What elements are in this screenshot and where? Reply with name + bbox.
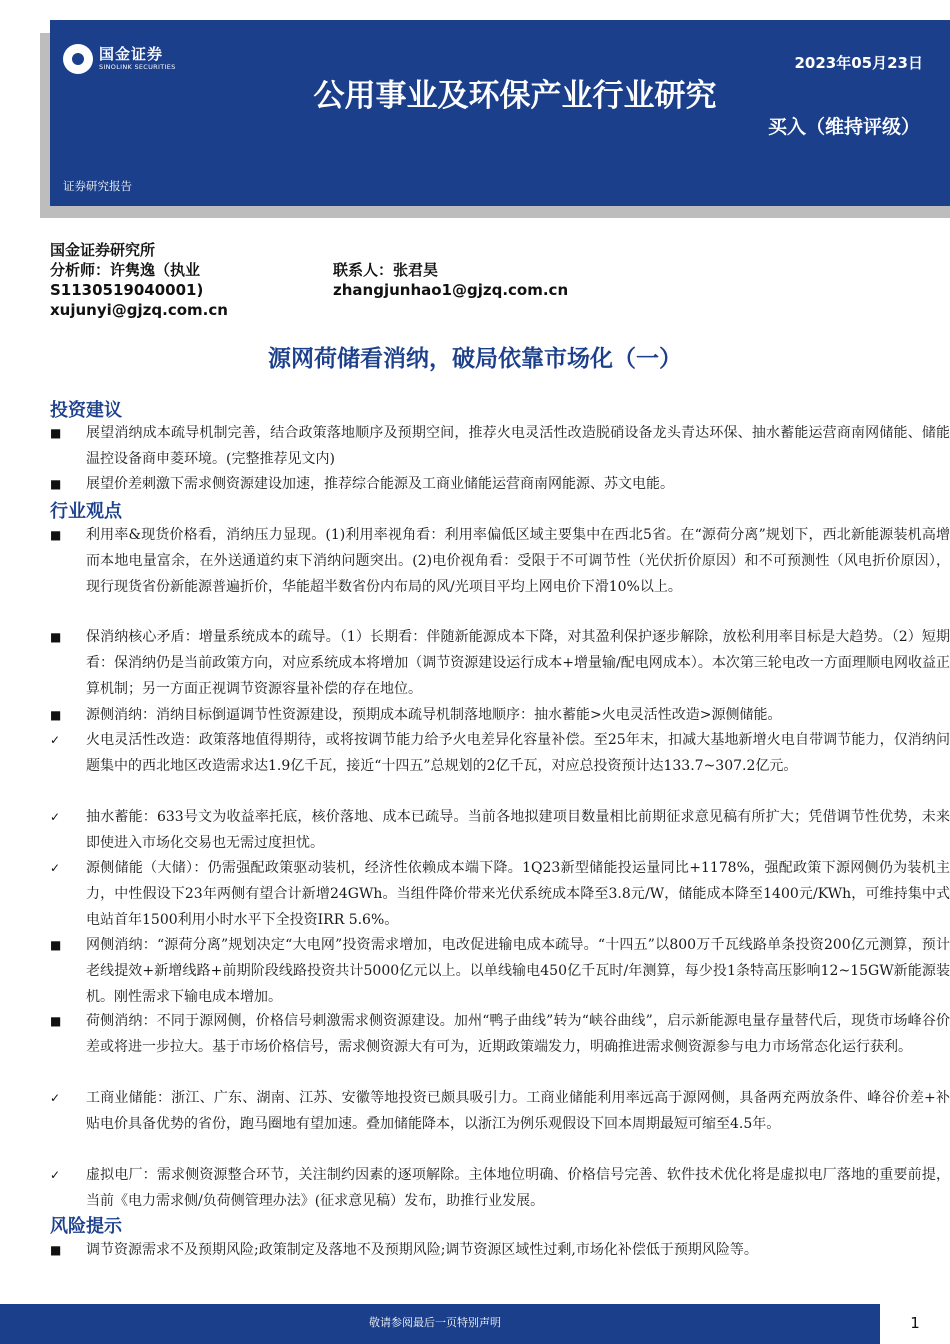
- list-item-text: 虚拟电厂：需求侧资源整合环节，关注制约因素的逐项解除。主体地位明确、价格信号完善、软件技术优化将是虚拟电厂落地的重要前提，当前《电力需求侧/负荷侧管理办法》(征求意见稿）发布，助推行业发展。: [86, 1167, 950, 1209]
- rating-badge: 买入（维持评级）: [767, 116, 920, 138]
- square-bullet-icon: ■: [50, 630, 62, 644]
- contact-name: 联系人：张君昊: [333, 261, 439, 279]
- section-heading-investment: 投资建议: [50, 400, 122, 421]
- disclaimer-note: 敬请参阅最后一页特别声明: [369, 1316, 501, 1329]
- report-date: 2023年05月23日: [794, 54, 923, 72]
- list-item-text: 荷侧消纳：不同于源网侧，价格信号刺激需求侧资源建设。加州“鸭子曲线”转为“峡谷曲线”，启示新能源电量存量替代后，现货市场峰谷价差或将进一步拉大。基于市场价格信号，需求侧资源大有可为，近期政策端发力，明确推进需求侧资源参与电力市场常态化运行获利。: [86, 1013, 950, 1055]
- list-item-text: 网侧消纳：“源荷分离”规划决定“大电网”投资需求增加，电改促进输电成本疏导。“十四五”以800万千瓦线路单条投资200亿元测算，预计老线提效+新增线路+前期阶段线路投资共计5000亿元以上。以单线输电450亿千瓦时/年测算，每少投1条特高压影响12~15GW新能源装机。刚性需求下输电成本增加。: [86, 937, 950, 1005]
- section-heading-industry: 行业观点: [50, 501, 122, 522]
- list-item-text: 抽水蓄能：633号文为收益率托底，核价落地、成本已疏导。当前各地拟建项目数量相比前期征求意见稿有所扩大；凭借调节性优势，未来即使进入市场化交易也无需过度担忧。: [86, 809, 950, 851]
- square-bullet-icon: ■: [50, 1243, 62, 1257]
- main-title: 源网荷储看消纳，破局依靠市场化（一）: [268, 346, 682, 372]
- analyst-line-2: S1130519040001): [50, 281, 204, 299]
- sinolink-logo-icon: [63, 44, 93, 74]
- checkmark-icon: ✓: [50, 861, 61, 875]
- checkmark-icon: ✓: [50, 1168, 61, 1182]
- report-type: 证券研究报告: [63, 179, 132, 193]
- square-bullet-icon: ■: [50, 1014, 62, 1028]
- square-bullet-icon: ■: [50, 477, 62, 491]
- contact-email: zhangjunhao1@gjzq.com.cn: [333, 281, 569, 299]
- brand-name-cn: 国金证券: [99, 45, 164, 63]
- square-bullet-icon: ■: [50, 426, 62, 440]
- analyst-line-1: 分析师：许隽逸（执业: [50, 261, 201, 279]
- list-item-text: 调节资源需求不及预期风险;政策制定及落地不及预期风险;调节资源区域性过剩,市场化补偿低于预期风险等。: [86, 1242, 758, 1258]
- list-item-text: 源侧消纳：消纳目标倒逼调节性资源建设，预期成本疏导机制落地顺序：抽水蓄能>火电灵活性改造>源侧储能。: [86, 707, 782, 723]
- list-item-text: 火电灵活性改造：政策落地值得期待，或将按调节能力给予火电差异化容量补偿。至25年末，扣减大基地新增火电自带调节能力，仅消纳问题集中的西北地区改造需求达1.9亿千瓦，接近“十四五”总规划的2亿千瓦，对应总投资预计达133.7~307.2亿元。: [86, 732, 950, 774]
- checkmark-icon: ✓: [50, 810, 61, 824]
- page-number: 1: [880, 1304, 950, 1344]
- square-bullet-icon: ■: [50, 708, 62, 722]
- list-item-text: 工商业储能：浙江、广东、湖南、江苏、安徽等地投资已颇具吸引力。工商业储能利用率远高于源网侧，具备两充两放条件、峰谷价差+补贴电价具备优势的省份，跑马圈地有望加速。叠加储能降本，以浙江为例乐观假设下回本周期最短可缩至4.5年。: [86, 1090, 950, 1132]
- section-heading-risk: 风险提示: [50, 1216, 122, 1237]
- brand-logo: [63, 44, 176, 74]
- checkmark-icon: ✓: [50, 1091, 61, 1105]
- list-item-text: 保消纳核心矛盾：增量系统成本的疏导。（1）长期看：伴随新能源成本下降，对其盈利保护逐步解除，放松利用率目标是大趋势。（2）短期看：保消纳仍是当前政策方向，对应系统成本将增加（调节资源建设运行成本+增量输/配电网成本）。本次第三轮电改一方面理顺电网收益正算机制；另一方面正视调节资源容量补偿的存在地位。: [86, 629, 950, 697]
- list-item-text: 利用率&现货价格看，消纳压力显现。(1)利用率视角看：利用率偏低区域主要集中在西北5省。在“源荷分离”规划下，西北新能源装机高增而本地电量富余，在外送通道约束下消纳问题突出。(2)电价视角看：受限于不可调节性（光伏折价原因）和不可预测性（风电折价原因），现行现货省份新能源普遍折价，华能超半数省份内布局的风/光项目平均上网电价下滑10%以上。: [86, 527, 950, 595]
- square-bullet-icon: ■: [50, 528, 62, 542]
- report-title: 公用事业及环保产业行业研究: [313, 78, 717, 114]
- square-bullet-icon: ■: [50, 938, 62, 952]
- list-item-text: 展望消纳成本疏导机制完善，结合政策落地顺序及预期空间，推荐火电灵活性改造脱硝设备龙头青达环保、抽水蓄能运营商南网储能、储能温控设备商申菱环境。(完整推荐见文内): [86, 425, 950, 467]
- report-header: [50, 20, 950, 206]
- list-item-text: 展望价差刺激下需求侧资源建设加速，推荐综合能源及工商业储能运营商南网能源、苏文电能。: [86, 476, 674, 492]
- list-item-text: 源侧储能（大储）：仍需强配政策驱动装机，经济性依赖成本端下降。1Q23新型储能投运量同比+1178%，强配政策下源网侧仍为装机主力，中性假设下23年两侧有望合计新增24GWh。当组件降价带来光伏系统成本降至3.8元/W，储能成本降至1400元/KWh，可维持集中式电站首年1500利用小时水平下全投资IRR 5.6%。: [86, 860, 950, 928]
- page-footer: [0, 1304, 950, 1344]
- brand-name-en: SINOLINK SECURITIES: [99, 63, 176, 71]
- analyst-email: xujunyi@gjzq.com.cn: [50, 301, 228, 319]
- checkmark-icon: ✓: [50, 733, 61, 747]
- institute-name: 国金证券研究所: [50, 241, 156, 259]
